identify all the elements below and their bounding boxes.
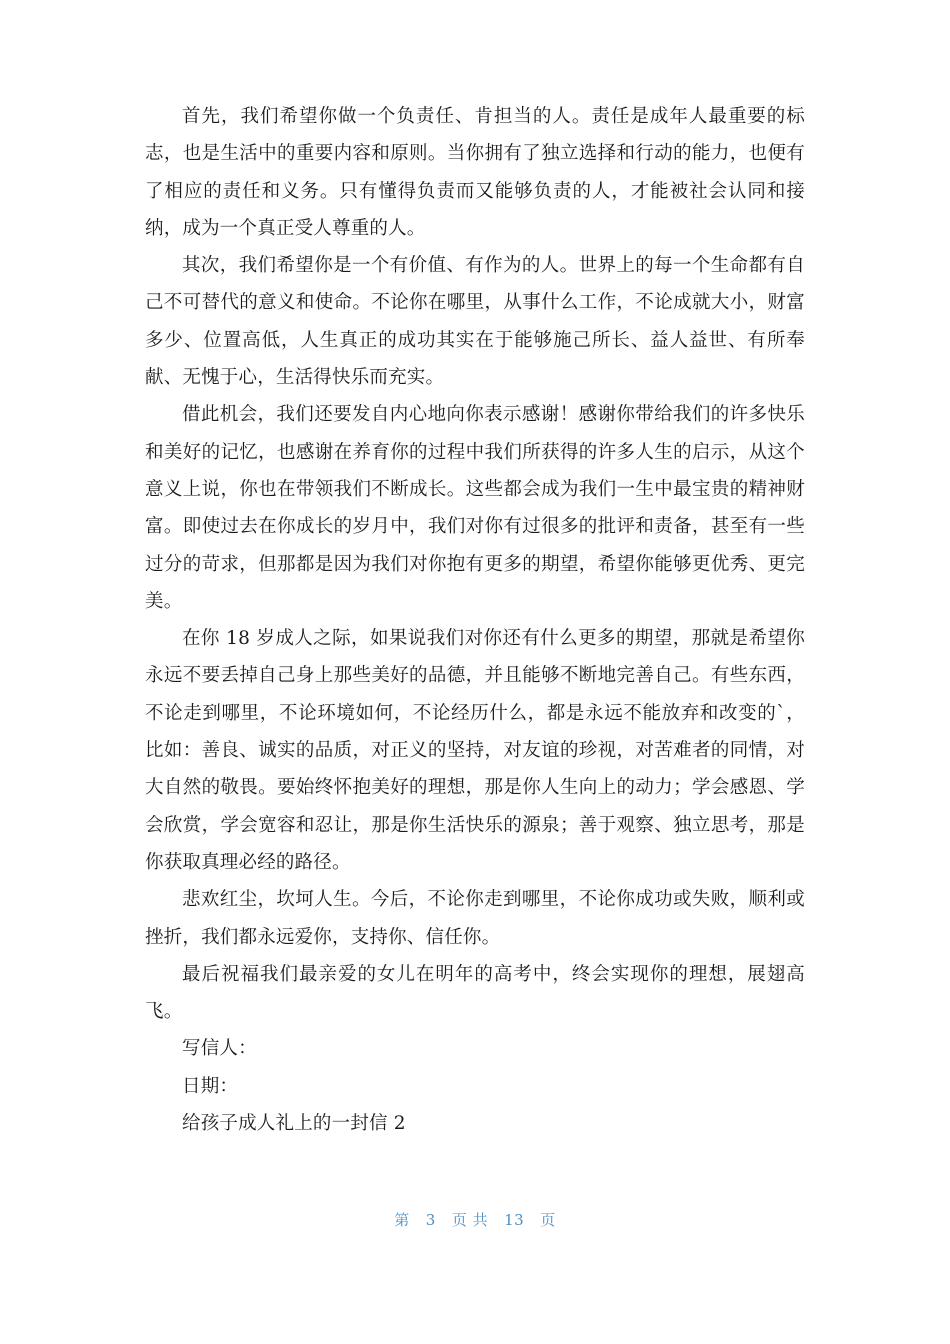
paragraph-responsibility: 首先，我们希望你做一个负责任、肯担当的人。责任是成年人最重要的标志，也是生活中的重要内容和原则。当你拥有了独立选择和行动的能力，也便有了相应的责任和义务。只有懂得负责而又能够负责的人，才能被社会认同和接纳，成为一个真正受人尊重的人。 [145,106,805,239]
footer-total-pages: 13 [504,1211,525,1229]
paragraph-value: 其次，我们希望你是一个有价值、有作为的人。世界上的每一个生命都有自己不可替代的意义和使命。不论你在哪里，从事什么工作，不论成就大小，财富多少、位置高低，人生真正的成功其实在于能够施己所长、益人益世、有所奉献、无愧于心，生活得快乐而充实。 [145,255,805,389]
date-label: 日期： [182,1075,239,1097]
writer-label: 写信人： [182,1038,257,1060]
footer-suffix: 页 [540,1211,556,1229]
letter-body [145,98,805,1142]
footer-middle: 页 共 [451,1211,489,1229]
footer-page-number: 3 [425,1211,436,1229]
footer-prefix: 第 [394,1211,410,1229]
paragraph-blessing: 最后祝福我们最亲爱的女儿在明年的高考中，终会实现你的理想，展翅高飞。 [145,963,805,1023]
page-footer [0,1209,950,1230]
paragraph-thanks: 借此机会，我们还要发自内心地向你表示感谢！感谢你带给我们的许多快乐和美好的记忆，也感谢在养育你的过程中我们所获得的许多人生的启示，从这个意义上说，你也在带领我们不断成长。这些都会成为我们一生中最宝贵的精神财富。即使过去在你成长的岁月中，我们对你有过很多的批评和责备，甚至有一些过分的苛求，但那都是因为我们对你抱有更多的期望，希望你能够更优秀、更完美。 [145,404,805,612]
next-letter-title: 给孩子成人礼上的一封信 2 [182,1113,406,1135]
paragraph-love: 悲欢红尘，坎坷人生。今后，不论你走到哪里，不论你成功或失败，顺利或挫折，我们都永远爱你，支持你、信任你。 [145,889,805,948]
paragraph-expectations: 在你 18 岁成人之际，如果说我们对你还有什么更多的期望，那就是希望你永远不要丢掉自己身上那些美好的品德，并且能够不断地完善自己。有些东西，不论走到哪里，不论环境如何，不论经历什么，都是永远不能放弃和改变的`，比如：善良、诚实的品质，对正义的坚持，对友谊的珍视，对苦难者的同情，对大自然的敬畏。要始终怀抱美好的理想，那是你人生向上的动力；学会感恩、学会欣赏，学会宽容和忍让，那是你生活快乐的源泉；善于观察、独立思考，那是你获取真理必经的路径。 [145,628,805,873]
